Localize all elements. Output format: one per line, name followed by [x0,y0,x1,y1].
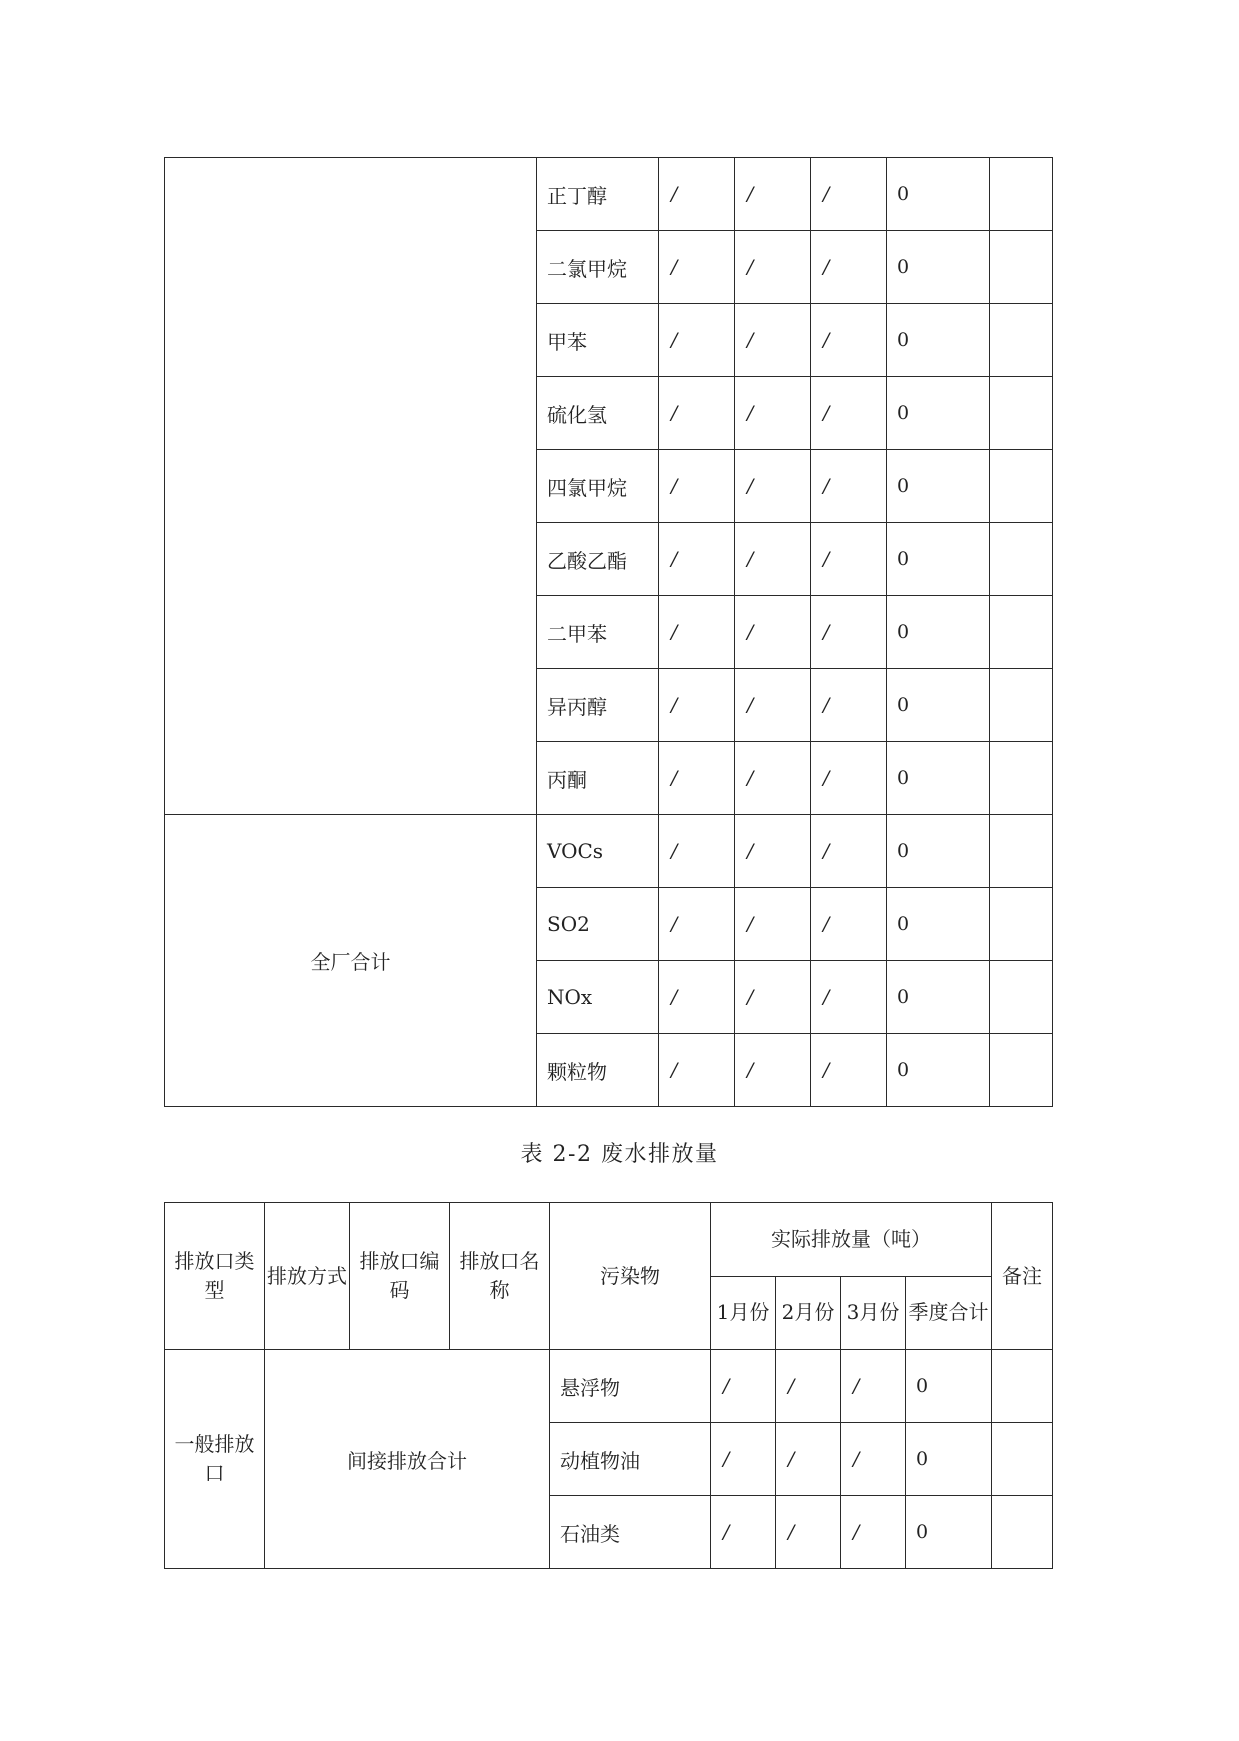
month3-value: / [841,1423,906,1496]
quarter-total: 0 [887,304,990,377]
header-note: 备注 [992,1203,1053,1350]
month1-value: / [659,158,735,231]
note-cell [990,450,1053,523]
month3-value: / [811,669,887,742]
note-cell [990,1034,1053,1107]
note-cell [990,742,1053,815]
header-quarter-total: 季度合计 [906,1276,992,1350]
note-cell [990,523,1053,596]
pollutant-name: 二氯甲烷 [537,231,659,304]
month3-value: / [811,742,887,815]
month1-value: / [659,1034,735,1107]
month3-value: / [811,304,887,377]
table-row [165,1350,1053,1423]
header-month1: 1月份 [711,1276,776,1350]
header-row [165,1203,1053,1277]
month2-value: / [735,1034,811,1107]
pollutant-name: 二甲苯 [537,596,659,669]
quarter-total: 0 [887,377,990,450]
table-row [165,158,1053,231]
quarter-total: 0 [887,231,990,304]
table-row [165,815,1053,888]
note-cell [990,377,1053,450]
header-month3: 3月份 [841,1276,906,1350]
month3-value: / [811,231,887,304]
pollutant-name: NOx [537,961,659,1034]
quarter-total: 0 [906,1496,992,1569]
month3-value: / [811,450,887,523]
month2-value: / [776,1350,841,1423]
pollutant-name: 悬浮物 [550,1350,711,1423]
header-outlet-code: 排放口编码 [350,1203,450,1350]
quarter-total: 0 [887,1034,990,1107]
month3-value: / [841,1350,906,1423]
note-cell [990,158,1053,231]
note-cell [990,888,1053,961]
quarter-total: 0 [887,596,990,669]
month3-value: / [811,158,887,231]
pollutant-name: 丙酮 [537,742,659,815]
month2-value: / [735,669,811,742]
quarter-total: 0 [887,158,990,231]
month1-value: / [659,888,735,961]
note-cell [990,304,1053,377]
pollutant-name: 石油类 [550,1496,711,1569]
pollutant-name: VOCs [537,815,659,888]
month1-value: / [659,231,735,304]
header-outlet-name: 排放口名称 [450,1203,550,1350]
month2-value: / [735,304,811,377]
month1-value: / [659,450,735,523]
quarter-total: 0 [887,815,990,888]
month2-value: / [735,742,811,815]
month2-value: / [735,377,811,450]
quarter-total: 0 [906,1350,992,1423]
month1-value: / [659,596,735,669]
header-discharge-mode: 排放方式 [265,1203,350,1350]
month2-value: / [776,1423,841,1496]
month1-value: / [659,669,735,742]
month2-value: / [735,158,811,231]
pollutant-name: 颗粒物 [537,1034,659,1107]
pollutant-name: 甲苯 [537,304,659,377]
note-cell [992,1496,1053,1569]
month1-value: / [659,523,735,596]
month1-value: / [659,961,735,1034]
month3-value: / [811,523,887,596]
wastewater-emissions-table [164,1202,1053,1569]
month3-value: / [811,888,887,961]
pollutant-name: 乙酸乙酯 [537,523,659,596]
header-month2: 2月份 [776,1276,841,1350]
month1-value: / [659,815,735,888]
month3-value: / [811,1034,887,1107]
note-cell [990,231,1053,304]
note-cell [990,669,1053,742]
quarter-total: 0 [887,523,990,596]
month1-value: / [659,304,735,377]
quarter-total: 0 [906,1423,992,1496]
month1-value: / [659,742,735,815]
month2-value: / [776,1496,841,1569]
header-actual-emission: 实际排放量（吨） [711,1203,992,1277]
month1-value: / [659,377,735,450]
pollutant-name: 动植物油 [550,1423,711,1496]
header-pollutant: 污染物 [550,1203,711,1350]
month2-value: / [735,888,811,961]
group-blank-cell [165,158,537,815]
month2-value: / [735,596,811,669]
pollutant-name: 硫化氢 [537,377,659,450]
month2-value: / [735,231,811,304]
month3-value: / [811,961,887,1034]
pollutant-name: 正丁醇 [537,158,659,231]
month1-value: / [711,1350,776,1423]
indirect-discharge-total: 间接排放合计 [265,1350,550,1569]
month3-value: / [811,377,887,450]
note-cell [990,815,1053,888]
plant-total-label: 全厂合计 [165,815,537,1107]
quarter-total: 0 [887,888,990,961]
month3-value: / [811,596,887,669]
header-outlet-type: 排放口类型 [165,1203,265,1350]
outlet-type-value: 一般排放口 [165,1350,265,1569]
quarter-total: 0 [887,961,990,1034]
quarter-total: 0 [887,450,990,523]
note-cell [992,1350,1053,1423]
month3-value: / [841,1496,906,1569]
note-cell [992,1423,1053,1496]
quarter-total: 0 [887,669,990,742]
month1-value: / [711,1423,776,1496]
month2-value: / [735,523,811,596]
note-cell [990,596,1053,669]
month2-value: / [735,961,811,1034]
quarter-total: 0 [887,742,990,815]
pollutant-name: 四氯甲烷 [537,450,659,523]
month1-value: / [711,1496,776,1569]
pollutant-name: 异丙醇 [537,669,659,742]
air-emissions-table [164,157,1053,1107]
note-cell [990,961,1053,1034]
pollutant-name: SO2 [537,888,659,961]
table-caption: 表 2-2 废水排放量 [520,1142,719,1167]
month3-value: / [811,815,887,888]
month2-value: / [735,450,811,523]
month2-value: / [735,815,811,888]
